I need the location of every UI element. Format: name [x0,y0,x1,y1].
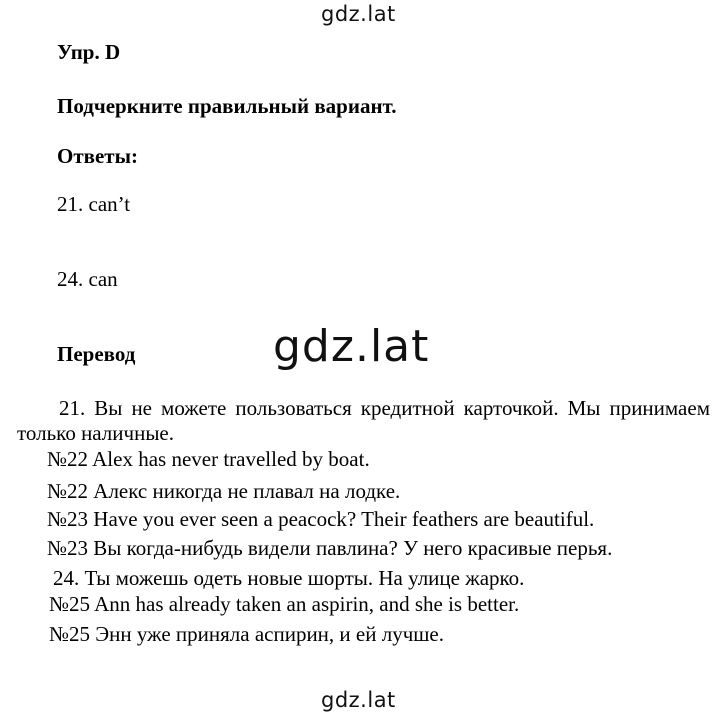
watermark-top: gdz.lat [321,2,396,26]
answers-heading: Ответы: [57,144,139,168]
exercise-title: Упр. D [57,40,121,64]
translation-heading: Перевод [57,342,136,366]
translation-line: №22 Алекс никогда не плавал на лодке. [47,479,401,503]
watermark-bottom: gdz.lat [321,688,396,712]
answer-item: 21. can’t [57,192,131,216]
translation-line: №22 Alex has never travelled by boat. [47,447,370,471]
translation-line: 21. Вы не можете пользоваться кредитной карточкой. Мы принимаем только наличные. [17,396,710,445]
translation-line: №23 Вы когда-нибудь видели павлина? У него красивые перья. [47,536,613,560]
translation-line: 24. Ты можешь одеть новые шорты. На улице жарко. [53,566,525,590]
translation-line: №25 Энн уже приняла аспирин, и ей лучше. [49,622,445,646]
exercise-instruction: Подчеркните правильный вариант. [57,94,397,118]
watermark-middle: gdz.lat [273,321,430,372]
translation-line: №23 Have you ever seen a peacock? Their feathers are beautiful. [47,507,595,531]
answer-item: 24. can [57,267,118,291]
translation-line: №25 Ann has already taken an aspirin, and she is better. [49,592,520,616]
